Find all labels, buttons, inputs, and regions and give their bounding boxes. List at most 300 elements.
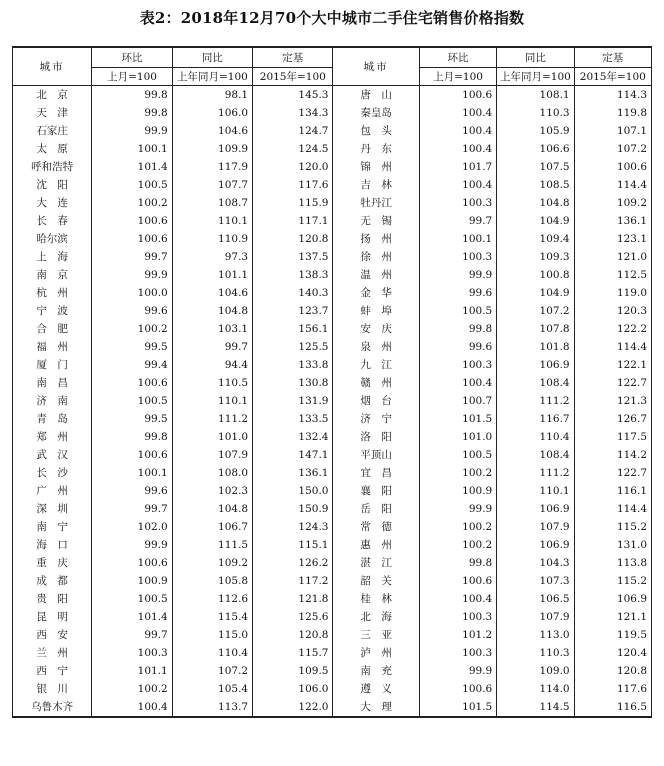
city-cell-right: 遵 义 bbox=[333, 680, 419, 698]
base-cell-right: 114.2 bbox=[574, 446, 651, 464]
mom-cell-left: 99.7 bbox=[92, 248, 172, 266]
city-cell-right: 泸 州 bbox=[333, 644, 419, 662]
header-city-right: 城市 bbox=[333, 47, 419, 86]
table-row bbox=[13, 446, 652, 464]
mom-cell-right: 100.6 bbox=[419, 572, 496, 590]
table-row bbox=[13, 176, 652, 194]
city-cell-left: 太 原 bbox=[13, 140, 92, 158]
yoy-cell-left: 106.0 bbox=[172, 104, 252, 122]
city-cell-right: 唐 山 bbox=[333, 86, 419, 105]
mom-cell-left: 100.2 bbox=[92, 194, 172, 212]
yoy-cell-right: 107.5 bbox=[497, 158, 574, 176]
yoy-cell-left: 98.1 bbox=[172, 86, 252, 105]
base-cell-right: 106.9 bbox=[574, 590, 651, 608]
base-cell-right: 115.2 bbox=[574, 572, 651, 590]
table-row bbox=[13, 266, 652, 284]
yoy-cell-left: 109.9 bbox=[172, 140, 252, 158]
city-cell-left: 厦 门 bbox=[13, 356, 92, 374]
mom-cell-right: 100.4 bbox=[419, 176, 496, 194]
city-cell-right: 常 德 bbox=[333, 518, 419, 536]
table-row bbox=[13, 518, 652, 536]
mom-cell-right: 99.6 bbox=[419, 284, 496, 302]
mom-cell-right: 99.9 bbox=[419, 662, 496, 680]
mom-cell-left: 100.1 bbox=[92, 464, 172, 482]
subheader-yoy-left: 上年同月=100 bbox=[172, 68, 252, 86]
yoy-cell-right: 107.8 bbox=[497, 320, 574, 338]
header-yoy-left: 同比 bbox=[172, 47, 252, 68]
mom-cell-right: 99.6 bbox=[419, 338, 496, 356]
table-row bbox=[13, 104, 652, 122]
base-cell-right: 122.2 bbox=[574, 320, 651, 338]
mom-cell-right: 99.8 bbox=[419, 320, 496, 338]
base-cell-left: 133.8 bbox=[253, 356, 333, 374]
yoy-cell-right: 108.4 bbox=[497, 446, 574, 464]
subheader-yoy-right: 上年同月=100 bbox=[497, 68, 574, 86]
mom-cell-right: 99.8 bbox=[419, 554, 496, 572]
yoy-cell-left: 107.2 bbox=[172, 662, 252, 680]
table-row bbox=[13, 644, 652, 662]
base-cell-left: 123.7 bbox=[253, 302, 333, 320]
base-cell-right: 126.7 bbox=[574, 410, 651, 428]
table-row bbox=[13, 698, 652, 717]
mom-cell-right: 100.3 bbox=[419, 248, 496, 266]
yoy-cell-left: 109.2 bbox=[172, 554, 252, 572]
base-cell-left: 115.7 bbox=[253, 644, 333, 662]
city-cell-left: 贵 阳 bbox=[13, 590, 92, 608]
mom-cell-right: 100.5 bbox=[419, 446, 496, 464]
city-cell-right: 安 庆 bbox=[333, 320, 419, 338]
mom-cell-right: 100.2 bbox=[419, 518, 496, 536]
city-cell-right: 南 充 bbox=[333, 662, 419, 680]
base-cell-left: 120.8 bbox=[253, 626, 333, 644]
base-cell-right: 120.3 bbox=[574, 302, 651, 320]
yoy-cell-right: 113.0 bbox=[497, 626, 574, 644]
mom-cell-left: 100.0 bbox=[92, 284, 172, 302]
city-cell-right: 锦 州 bbox=[333, 158, 419, 176]
city-cell-left: 长 春 bbox=[13, 212, 92, 230]
mom-cell-left: 101.4 bbox=[92, 158, 172, 176]
base-cell-left: 117.6 bbox=[253, 176, 333, 194]
mom-cell-left: 100.6 bbox=[92, 554, 172, 572]
yoy-cell-left: 113.7 bbox=[172, 698, 252, 717]
city-cell-left: 西 安 bbox=[13, 626, 92, 644]
yoy-cell-left: 103.1 bbox=[172, 320, 252, 338]
yoy-cell-left: 108.0 bbox=[172, 464, 252, 482]
city-cell-left: 西 宁 bbox=[13, 662, 92, 680]
base-cell-left: 137.5 bbox=[253, 248, 333, 266]
yoy-cell-left: 104.6 bbox=[172, 122, 252, 140]
city-cell-right: 湛 江 bbox=[333, 554, 419, 572]
city-cell-left: 大 连 bbox=[13, 194, 92, 212]
yoy-cell-left: 99.7 bbox=[172, 338, 252, 356]
yoy-cell-left: 97.3 bbox=[172, 248, 252, 266]
table-row bbox=[13, 302, 652, 320]
base-cell-left: 120.0 bbox=[253, 158, 333, 176]
city-cell-right: 丹 东 bbox=[333, 140, 419, 158]
yoy-cell-left: 110.4 bbox=[172, 644, 252, 662]
table-row bbox=[13, 626, 652, 644]
base-cell-right: 115.2 bbox=[574, 518, 651, 536]
table-row bbox=[13, 248, 652, 266]
city-cell-right: 宜 昌 bbox=[333, 464, 419, 482]
mom-cell-left: 99.5 bbox=[92, 338, 172, 356]
base-cell-left: 117.1 bbox=[253, 212, 333, 230]
base-cell-right: 136.1 bbox=[574, 212, 651, 230]
city-cell-left: 成 都 bbox=[13, 572, 92, 590]
city-cell-right: 吉 林 bbox=[333, 176, 419, 194]
base-cell-left: 115.9 bbox=[253, 194, 333, 212]
yoy-cell-right: 106.6 bbox=[497, 140, 574, 158]
base-cell-left: 156.1 bbox=[253, 320, 333, 338]
table-row bbox=[13, 158, 652, 176]
mom-cell-right: 99.9 bbox=[419, 500, 496, 518]
table-row bbox=[13, 680, 652, 698]
table-row bbox=[13, 284, 652, 302]
city-cell-left: 合 肥 bbox=[13, 320, 92, 338]
mom-cell-right: 100.4 bbox=[419, 140, 496, 158]
yoy-cell-right: 106.9 bbox=[497, 536, 574, 554]
mom-cell-left: 100.6 bbox=[92, 446, 172, 464]
yoy-cell-left: 106.7 bbox=[172, 518, 252, 536]
base-cell-left: 115.1 bbox=[253, 536, 333, 554]
base-cell-left: 122.0 bbox=[253, 698, 333, 717]
base-cell-left: 125.6 bbox=[253, 608, 333, 626]
base-cell-right: 114.4 bbox=[574, 176, 651, 194]
yoy-cell-right: 107.3 bbox=[497, 572, 574, 590]
base-cell-right: 116.5 bbox=[574, 698, 651, 717]
city-cell-left: 兰 州 bbox=[13, 644, 92, 662]
yoy-cell-right: 104.8 bbox=[497, 194, 574, 212]
city-cell-left: 郑 州 bbox=[13, 428, 92, 446]
mom-cell-left: 99.5 bbox=[92, 410, 172, 428]
city-cell-left: 青 岛 bbox=[13, 410, 92, 428]
city-cell-left: 深 圳 bbox=[13, 500, 92, 518]
subheader-mom-right: 上月=100 bbox=[419, 68, 496, 86]
base-cell-right: 121.0 bbox=[574, 248, 651, 266]
base-cell-right: 119.0 bbox=[574, 284, 651, 302]
city-cell-right: 济 宁 bbox=[333, 410, 419, 428]
city-cell-left: 海 口 bbox=[13, 536, 92, 554]
mom-cell-right: 101.2 bbox=[419, 626, 496, 644]
yoy-cell-right: 110.3 bbox=[497, 104, 574, 122]
yoy-cell-left: 105.4 bbox=[172, 680, 252, 698]
mom-cell-left: 99.7 bbox=[92, 500, 172, 518]
mom-cell-right: 100.6 bbox=[419, 86, 496, 105]
city-cell-left: 乌鲁木齐 bbox=[13, 698, 92, 717]
table-row bbox=[13, 320, 652, 338]
yoy-cell-right: 101.8 bbox=[497, 338, 574, 356]
base-cell-right: 114.3 bbox=[574, 86, 651, 105]
base-cell-right: 116.1 bbox=[574, 482, 651, 500]
mom-cell-left: 100.6 bbox=[92, 374, 172, 392]
base-cell-left: 133.5 bbox=[253, 410, 333, 428]
yoy-cell-right: 108.5 bbox=[497, 176, 574, 194]
yoy-cell-left: 107.9 bbox=[172, 446, 252, 464]
city-cell-right: 温 州 bbox=[333, 266, 419, 284]
header-mom-left: 环比 bbox=[92, 47, 172, 68]
table-row bbox=[13, 140, 652, 158]
mom-cell-left: 100.5 bbox=[92, 590, 172, 608]
table-header bbox=[13, 47, 652, 86]
mom-cell-right: 100.4 bbox=[419, 374, 496, 392]
mom-cell-right: 101.0 bbox=[419, 428, 496, 446]
yoy-cell-right: 110.3 bbox=[497, 644, 574, 662]
table-row bbox=[13, 230, 652, 248]
mom-cell-left: 99.6 bbox=[92, 302, 172, 320]
mom-cell-left: 99.9 bbox=[92, 536, 172, 554]
mom-cell-left: 102.0 bbox=[92, 518, 172, 536]
mom-cell-left: 100.3 bbox=[92, 644, 172, 662]
yoy-cell-right: 100.8 bbox=[497, 266, 574, 284]
mom-cell-left: 100.5 bbox=[92, 176, 172, 194]
mom-cell-left: 99.6 bbox=[92, 482, 172, 500]
mom-cell-left: 99.8 bbox=[92, 428, 172, 446]
base-cell-right: 117.5 bbox=[574, 428, 651, 446]
table-row bbox=[13, 194, 652, 212]
mom-cell-left: 99.7 bbox=[92, 626, 172, 644]
yoy-cell-left: 102.3 bbox=[172, 482, 252, 500]
base-cell-right: 112.5 bbox=[574, 266, 651, 284]
yoy-cell-right: 107.9 bbox=[497, 518, 574, 536]
base-cell-left: 125.5 bbox=[253, 338, 333, 356]
mom-cell-right: 100.1 bbox=[419, 230, 496, 248]
mom-cell-left: 101.4 bbox=[92, 608, 172, 626]
yoy-cell-left: 107.7 bbox=[172, 176, 252, 194]
base-cell-right: 120.8 bbox=[574, 662, 651, 680]
table-title: 表2：2018年12月70个大中城市二手住宅销售价格指数 bbox=[139, 9, 525, 27]
yoy-cell-left: 115.4 bbox=[172, 608, 252, 626]
mom-cell-right: 100.5 bbox=[419, 302, 496, 320]
base-cell-left: 131.9 bbox=[253, 392, 333, 410]
base-cell-left: 130.8 bbox=[253, 374, 333, 392]
yoy-cell-left: 111.2 bbox=[172, 410, 252, 428]
yoy-cell-right: 110.1 bbox=[497, 482, 574, 500]
city-cell-right: 包 头 bbox=[333, 122, 419, 140]
table-row bbox=[13, 86, 652, 105]
base-cell-right: 131.0 bbox=[574, 536, 651, 554]
base-cell-left: 140.3 bbox=[253, 284, 333, 302]
base-cell-left: 124.3 bbox=[253, 518, 333, 536]
base-cell-right: 123.1 bbox=[574, 230, 651, 248]
mom-cell-left: 100.6 bbox=[92, 212, 172, 230]
header-base-right: 定基 bbox=[574, 47, 651, 68]
city-cell-left: 上 海 bbox=[13, 248, 92, 266]
mom-cell-left: 99.8 bbox=[92, 86, 172, 105]
yoy-cell-right: 111.2 bbox=[497, 392, 574, 410]
yoy-cell-right: 111.2 bbox=[497, 464, 574, 482]
city-cell-left: 呼和浩特 bbox=[13, 158, 92, 176]
base-cell-left: 109.5 bbox=[253, 662, 333, 680]
mom-cell-right: 100.2 bbox=[419, 536, 496, 554]
base-cell-right: 114.4 bbox=[574, 338, 651, 356]
mom-cell-left: 99.4 bbox=[92, 356, 172, 374]
yoy-cell-left: 94.4 bbox=[172, 356, 252, 374]
base-cell-right: 109.2 bbox=[574, 194, 651, 212]
table-row bbox=[13, 482, 652, 500]
mom-cell-right: 100.4 bbox=[419, 122, 496, 140]
yoy-cell-right: 108.1 bbox=[497, 86, 574, 105]
price-index-table bbox=[12, 46, 652, 718]
table-row bbox=[13, 392, 652, 410]
mom-cell-left: 99.8 bbox=[92, 104, 172, 122]
table-row bbox=[13, 662, 652, 680]
city-cell-left: 南 昌 bbox=[13, 374, 92, 392]
yoy-cell-left: 111.5 bbox=[172, 536, 252, 554]
mom-cell-right: 100.9 bbox=[419, 482, 496, 500]
city-cell-right: 金 华 bbox=[333, 284, 419, 302]
yoy-cell-left: 108.7 bbox=[172, 194, 252, 212]
yoy-cell-right: 114.5 bbox=[497, 698, 574, 717]
yoy-cell-left: 115.0 bbox=[172, 626, 252, 644]
table-row bbox=[13, 338, 652, 356]
base-cell-right: 121.3 bbox=[574, 392, 651, 410]
table-row bbox=[13, 536, 652, 554]
city-cell-right: 惠 州 bbox=[333, 536, 419, 554]
yoy-cell-left: 104.8 bbox=[172, 302, 252, 320]
yoy-cell-right: 104.9 bbox=[497, 284, 574, 302]
base-cell-left: 150.9 bbox=[253, 500, 333, 518]
mom-cell-right: 101.7 bbox=[419, 158, 496, 176]
mom-cell-right: 100.4 bbox=[419, 590, 496, 608]
city-cell-left: 昆 明 bbox=[13, 608, 92, 626]
base-cell-left: 126.2 bbox=[253, 554, 333, 572]
city-cell-left: 银 川 bbox=[13, 680, 92, 698]
yoy-cell-left: 110.9 bbox=[172, 230, 252, 248]
yoy-cell-right: 114.0 bbox=[497, 680, 574, 698]
city-cell-right: 牡丹江 bbox=[333, 194, 419, 212]
yoy-cell-right: 109.3 bbox=[497, 248, 574, 266]
yoy-cell-left: 104.8 bbox=[172, 500, 252, 518]
yoy-cell-right: 110.4 bbox=[497, 428, 574, 446]
mom-cell-left: 100.2 bbox=[92, 680, 172, 698]
base-cell-right: 107.1 bbox=[574, 122, 651, 140]
yoy-cell-left: 105.8 bbox=[172, 572, 252, 590]
yoy-cell-right: 108.4 bbox=[497, 374, 574, 392]
city-cell-left: 北 京 bbox=[13, 86, 92, 105]
yoy-cell-right: 107.2 bbox=[497, 302, 574, 320]
yoy-cell-left: 101.0 bbox=[172, 428, 252, 446]
subheader-mom-left: 上月=100 bbox=[92, 68, 172, 86]
yoy-cell-left: 104.6 bbox=[172, 284, 252, 302]
yoy-cell-right: 109.0 bbox=[497, 662, 574, 680]
base-cell-right: 107.2 bbox=[574, 140, 651, 158]
city-cell-right: 蚌 埠 bbox=[333, 302, 419, 320]
base-cell-right: 117.6 bbox=[574, 680, 651, 698]
table-row bbox=[13, 212, 652, 230]
table-row bbox=[13, 356, 652, 374]
city-cell-right: 平顶山 bbox=[333, 446, 419, 464]
table-row bbox=[13, 410, 652, 428]
base-cell-right: 119.5 bbox=[574, 626, 651, 644]
base-cell-left: 121.8 bbox=[253, 590, 333, 608]
mom-cell-right: 100.6 bbox=[419, 680, 496, 698]
city-cell-right: 无 锡 bbox=[333, 212, 419, 230]
city-cell-left: 广 州 bbox=[13, 482, 92, 500]
base-cell-left: 134.3 bbox=[253, 104, 333, 122]
yoy-cell-left: 110.5 bbox=[172, 374, 252, 392]
city-cell-right: 徐 州 bbox=[333, 248, 419, 266]
city-cell-right: 襄 阳 bbox=[333, 482, 419, 500]
city-cell-right: 泉 州 bbox=[333, 338, 419, 356]
mom-cell-left: 101.1 bbox=[92, 662, 172, 680]
base-cell-right: 122.7 bbox=[574, 464, 651, 482]
city-cell-left: 天 津 bbox=[13, 104, 92, 122]
city-cell-right: 扬 州 bbox=[333, 230, 419, 248]
base-cell-left: 120.8 bbox=[253, 230, 333, 248]
base-cell-right: 121.1 bbox=[574, 608, 651, 626]
base-cell-right: 119.8 bbox=[574, 104, 651, 122]
city-cell-left: 济 南 bbox=[13, 392, 92, 410]
city-cell-left: 南 宁 bbox=[13, 518, 92, 536]
table-row bbox=[13, 374, 652, 392]
table-row bbox=[13, 608, 652, 626]
city-cell-left: 杭 州 bbox=[13, 284, 92, 302]
city-cell-right: 三 亚 bbox=[333, 626, 419, 644]
mom-cell-left: 99.9 bbox=[92, 266, 172, 284]
header-city-left: 城市 bbox=[13, 47, 92, 86]
table-row bbox=[13, 464, 652, 482]
header-base-left: 定基 bbox=[253, 47, 333, 68]
table-row bbox=[13, 122, 652, 140]
base-cell-right: 120.4 bbox=[574, 644, 651, 662]
yoy-cell-right: 107.9 bbox=[497, 608, 574, 626]
yoy-cell-left: 110.1 bbox=[172, 392, 252, 410]
mom-cell-right: 100.4 bbox=[419, 104, 496, 122]
city-cell-right: 赣 州 bbox=[333, 374, 419, 392]
city-cell-left: 石家庄 bbox=[13, 122, 92, 140]
mom-cell-left: 100.6 bbox=[92, 230, 172, 248]
yoy-cell-left: 101.1 bbox=[172, 266, 252, 284]
city-cell-left: 宁 波 bbox=[13, 302, 92, 320]
base-cell-right: 122.7 bbox=[574, 374, 651, 392]
subheader-base-left: 2015年=100 bbox=[253, 68, 333, 86]
yoy-cell-right: 106.9 bbox=[497, 500, 574, 518]
mom-cell-left: 100.4 bbox=[92, 698, 172, 717]
mom-cell-right: 101.5 bbox=[419, 698, 496, 717]
base-cell-right: 122.1 bbox=[574, 356, 651, 374]
city-cell-right: 烟 台 bbox=[333, 392, 419, 410]
mom-cell-left: 99.9 bbox=[92, 122, 172, 140]
yoy-cell-right: 106.5 bbox=[497, 590, 574, 608]
header-mom-right: 环比 bbox=[419, 47, 496, 68]
city-cell-right: 岳 阳 bbox=[333, 500, 419, 518]
city-cell-right: 桂 林 bbox=[333, 590, 419, 608]
mom-cell-right: 99.9 bbox=[419, 266, 496, 284]
mom-cell-right: 100.3 bbox=[419, 194, 496, 212]
yoy-cell-right: 109.4 bbox=[497, 230, 574, 248]
mom-cell-right: 101.5 bbox=[419, 410, 496, 428]
city-cell-left: 长 沙 bbox=[13, 464, 92, 482]
table-row bbox=[13, 428, 652, 446]
base-cell-left: 124.5 bbox=[253, 140, 333, 158]
base-cell-right: 100.6 bbox=[574, 158, 651, 176]
base-cell-left: 145.3 bbox=[253, 86, 333, 105]
mom-cell-left: 100.5 bbox=[92, 392, 172, 410]
base-cell-left: 124.7 bbox=[253, 122, 333, 140]
base-cell-left: 136.1 bbox=[253, 464, 333, 482]
yoy-cell-right: 104.3 bbox=[497, 554, 574, 572]
base-cell-left: 132.4 bbox=[253, 428, 333, 446]
city-cell-right: 北 海 bbox=[333, 608, 419, 626]
base-cell-left: 150.0 bbox=[253, 482, 333, 500]
mom-cell-right: 100.3 bbox=[419, 608, 496, 626]
city-cell-left: 武 汉 bbox=[13, 446, 92, 464]
mom-cell-right: 100.3 bbox=[419, 644, 496, 662]
table-body bbox=[13, 86, 652, 718]
city-cell-left: 福 州 bbox=[13, 338, 92, 356]
table-row bbox=[13, 590, 652, 608]
city-cell-right: 大 理 bbox=[333, 698, 419, 717]
